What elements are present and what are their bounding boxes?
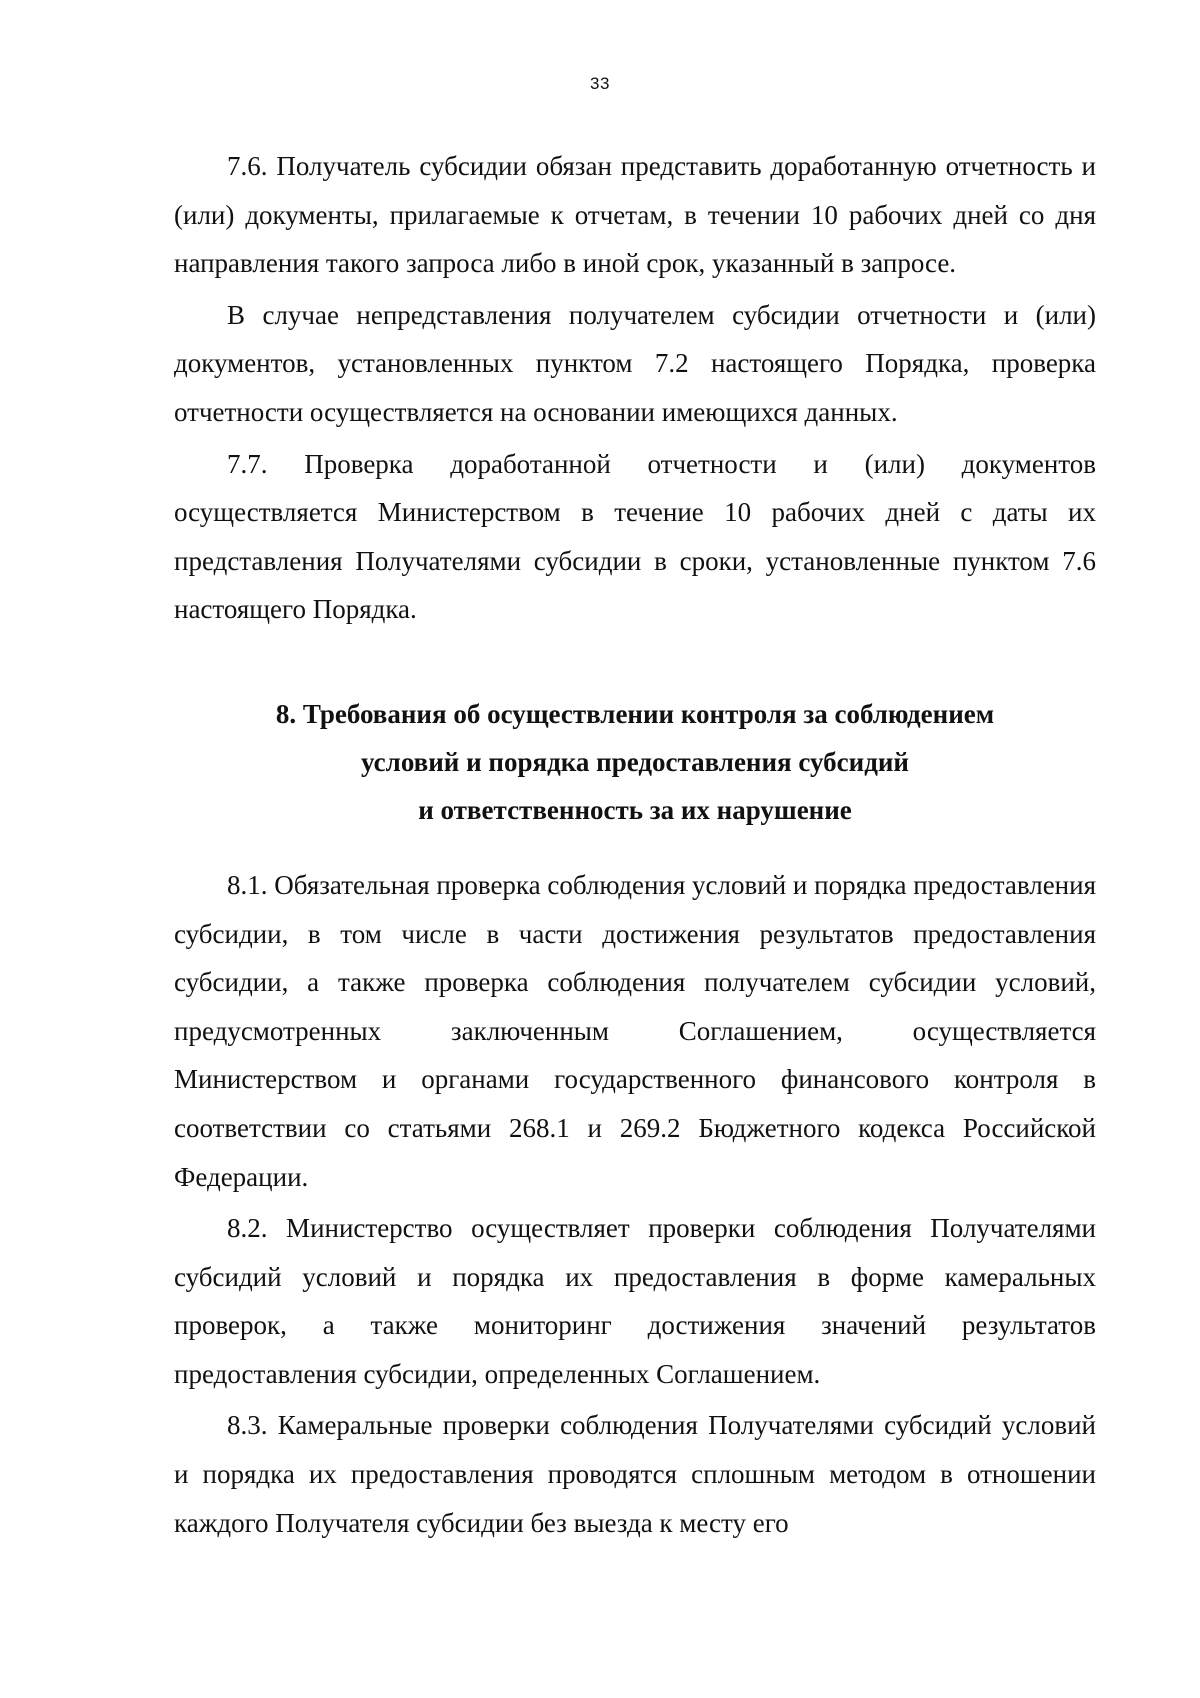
section-heading-line-2: условий и порядка предоставления субсидий [361,746,909,777]
paragraph-7-6-continuation: В случае непредставления получателем субсидии отчетности и (или) документов, установленных пунктом 7.2 настоящего Порядка, проверка отчетности осуществляется на основании имеющихся данных. [174,299,1096,427]
page-number: 33 [590,74,610,93]
paragraph-8-2: 8.2. Министерство осуществляет проверки соблюдения Получателями субсидий условий и порядка их предоставления в форме камеральных проверок, а также мониторинг достижения значений результатов предоставления субсидии, определенных Соглашением. [174,1213,1096,1389]
section-heading-line-3: и ответственность за их нарушение [418,794,852,825]
document-body [174,142,1096,1550]
paragraph-7-6: 7.6. Получатель субсидии обязан представить доработанную отчетность и (или) документы, прилагаемые к отчетам, в течении 10 рабочих дней со дня направления такого запроса либо в иной срок, указанный в запросе. [174,151,1096,279]
section-heading-line-1: 8. Требования об осуществлении контроля за соблюдением [275,698,995,729]
paragraph-8-3: 8.3. Камеральные проверки соблюдения Получателями субсидий условий и порядка их предоставления проводятся сплошным методом в отношении каждого Получателя субсидии без выезда к месту его [174,1410,1096,1538]
section-8-heading [174,690,1096,834]
paragraph-8-1: 8.1. Обязательная проверка соблюдения условий и порядка предоставления субсидии, в том числе в части достижения результатов предоставления субсидии, а также проверка соблюдения получателем субсидии условий, предусмотренных заключенным Соглашением, осуществляется Министерством и органами государственного финансового контроля в соответствии со статьями 268.1 и 269.2 Бюджетного кодекса Российской Федерации. [174,869,1096,1192]
paragraph-7-7: 7.7. Проверка доработанной отчетности и (или) документов осуществляется Министерством в течение 10 рабочих дней с даты их представления Получателями субсидии в сроки, установленные пунктом 7.6 настоящего Порядка. [174,448,1096,625]
